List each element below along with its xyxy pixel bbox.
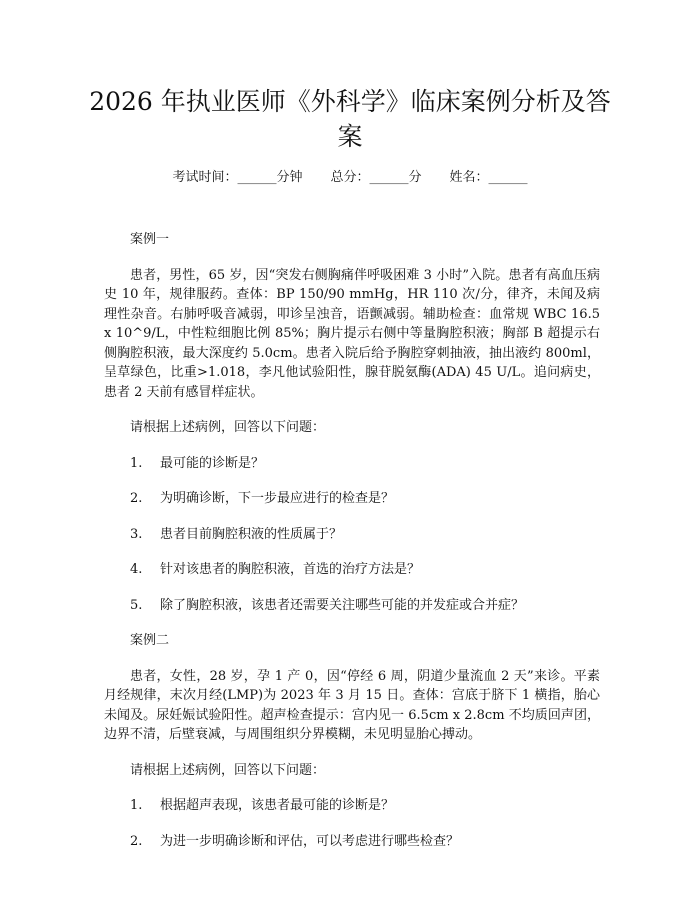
case-2-question — [130, 796, 600, 816]
question-text: 患者目前胸腔积液的性质属于？ — [160, 526, 343, 542]
case-2-title: 案例二 — [130, 633, 170, 648]
question-text: 最可能的诊断是？ — [160, 455, 265, 471]
exam-time-field: 考试时间：______分钟 — [172, 170, 303, 185]
question-number: 3. — [130, 526, 143, 542]
case-1-title: 案例一 — [130, 232, 170, 247]
page-title: 2026 年执业医师《外科学》临床案例分析及答案 — [89, 87, 611, 151]
question-number: 2. — [130, 491, 143, 506]
question-text: 根据超声表现，该患者最可能的诊断是？ — [160, 798, 395, 813]
case-1-question — [130, 525, 600, 545]
question-text: 为明确诊断，下一步最应进行的检查是？ — [160, 491, 395, 506]
question-number: 2. — [130, 833, 143, 849]
case-1-question — [130, 560, 600, 580]
case-1-question — [130, 596, 600, 616]
name-field: 姓名：______ — [449, 170, 528, 185]
case-1-question — [130, 454, 600, 474]
case-2-description: 患者，女性，28 岁，孕 1 产 0，因“停经 6 周，阴道少量流血 2 天”来诊。平素月经规律，末次月经(LMP)为 2023 年 3 月 15 日。查体：宫底于脐下 1 横指，胎心未闻及。尿妊娠试验阳性。超声检查提示：宫内见一 6.5cm x 2.8cm 不均质回声团，边界不清，后壁衰减，与周围组织分界模糊，未见明显胎心搏动。 — [104, 668, 600, 742]
document-body — [104, 230, 600, 867]
case-1-prompt: 请根据上述病例，回答以下问题： — [130, 420, 326, 435]
question-number: 1. — [130, 455, 143, 471]
question-number: 4. — [130, 562, 143, 577]
total-score-field: 总分：______分 — [330, 170, 422, 185]
question-text: 除了胸腔积液，该患者还需要关注哪些可能的并发症或合并症？ — [160, 597, 525, 613]
case-2-question — [130, 832, 600, 852]
case-1-description: 患者，男性，65 岁，因“突发右侧胸痛伴呼吸困难 3 小时”入院。患者有高血压病史 10 年，规律服药。查体：BP 150/90 mmHg，HR 110 次/分，律齐，未闻及病理性杂音。右肺呼吸音减弱，叩诊呈浊音，语颤减弱。辅助检查：血常规 WBC 16.5 x 10^9/L，中性粒细胞比例 85%；胸片提示右侧中等量胸腔积液；胸部 B 超提示右侧胸腔积液，最大深度约 5.0cm。患者入院后给予胸腔穿刺抽液，抽出液约 800ml，呈草绿色，比重>1.018，李凡他试验阳性，腺苷脱氨酶(ADA) 45 U/L。追问病史，患者 2 天前有感冒样症状。 — [104, 267, 600, 400]
case-2-prompt: 请根据上述病例，回答以下问题： — [130, 762, 326, 778]
exam-info-line — [0, 168, 700, 188]
case-1-question — [130, 489, 600, 509]
question-number: 1. — [130, 798, 143, 813]
question-number: 5. — [130, 597, 143, 613]
question-text: 针对该患者的胸腔积液，首选的治疗方法是？ — [160, 562, 421, 577]
question-text: 为进一步明确诊断和评估，可以考虑进行哪些检查？ — [160, 833, 460, 849]
